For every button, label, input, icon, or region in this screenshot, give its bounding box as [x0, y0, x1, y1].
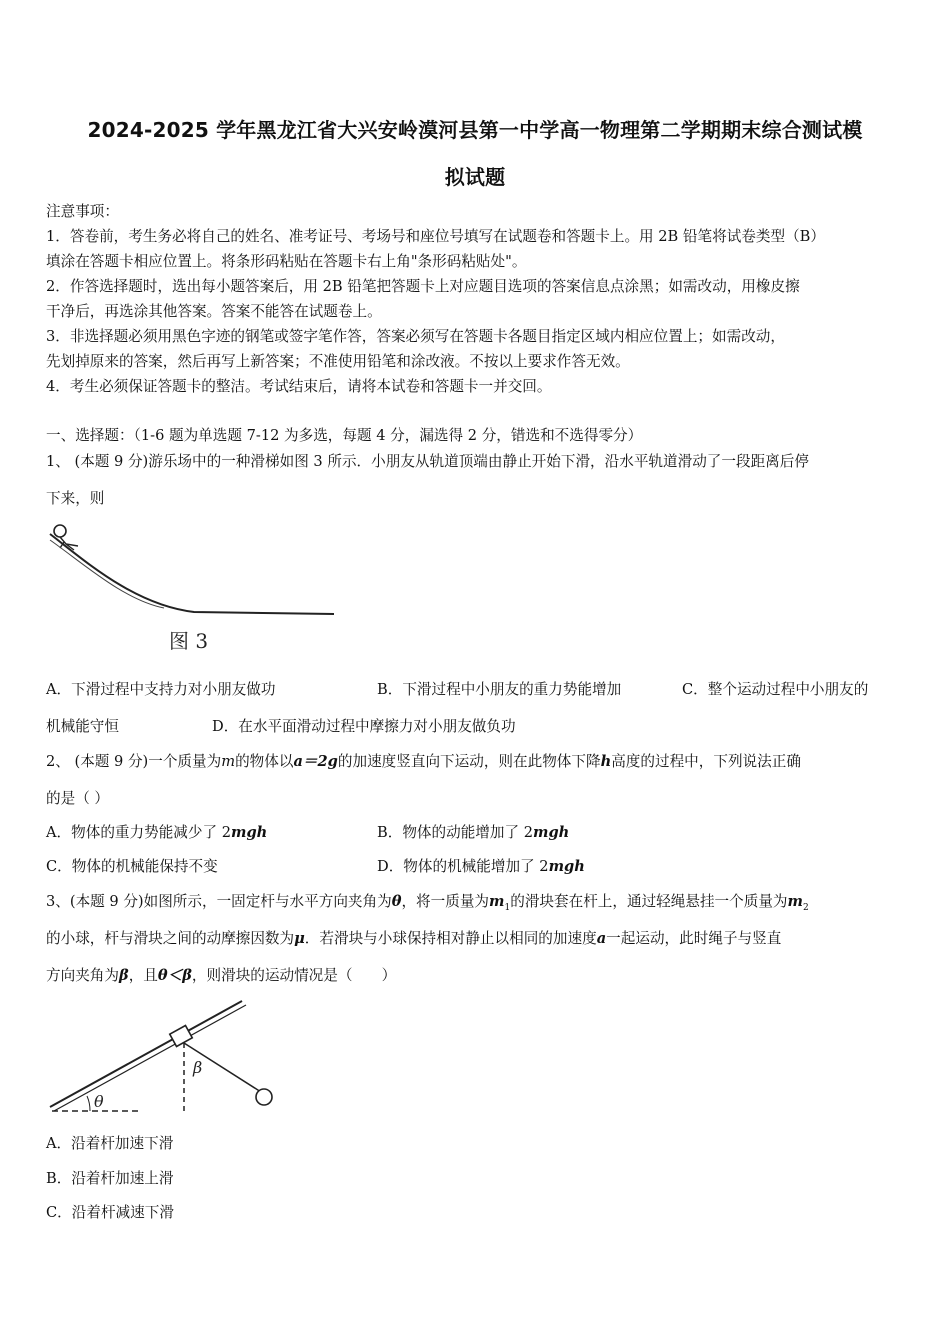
- q1-stem-line-1: 1、 (本题 9 分)游乐场中的一种滑梯如图 3 所示．小朋友从轨道顶端由静止开始下滑，沿水平轨道滑动了一段距离后停: [46, 453, 809, 470]
- q1-option-b[interactable]: B．下滑过程中小朋友的重力势能增加: [377, 681, 622, 698]
- notice-heading: 注意事项：: [46, 203, 119, 220]
- slider-block: [170, 1026, 193, 1047]
- exam-title-line-1: 2024-2025 学年黑龙江省大兴安岭漠河县第一中学高一物理第二学期期末综合测试模: [87, 118, 863, 142]
- q1-option-d[interactable]: D．在水平面滑动过程中摩擦力对小朋友做负功: [212, 718, 516, 735]
- q2-stem-line-2: 的是（ ）: [46, 790, 110, 807]
- q1-slide-figure: [44, 520, 344, 660]
- var-m: m: [221, 753, 236, 770]
- notice-line: 4．考生必须保证答题卡的整洁。考试结束后，请将本试卷和答题卡一并交回。: [46, 378, 552, 395]
- notice-line: 3．非选择题必须用黑色字迹的钢笔或签字笔作答，答案必须写在答题卡各题目指定区域内相应位置上；如需改动，: [46, 328, 785, 345]
- q3-option-a[interactable]: A．沿着杆加速下滑: [46, 1135, 174, 1152]
- q3-stem-line-1: 3、(本题 9 分)如图所示，一固定杆与水平方向夹角为θ，将一质量为$m_1$的滑块套在杆上，通过轻绳悬挂一个质量为$m_2$: [46, 893, 809, 913]
- q2-option-b[interactable]: B．物体的动能增加了 2mgh: [377, 824, 570, 841]
- q3-option-c[interactable]: C．沿着杆减速下滑: [46, 1204, 174, 1221]
- slide-track: [50, 534, 334, 614]
- q2-stem-line-1: 2、 (本题 9 分)一个质量为m的物体以a＝2g的加速度竖直向下运动，则在此物体下降h高度的过程中，下列说法正确: [46, 753, 801, 770]
- section-heading: 一、选择题：（1-6 题为单选题 7-12 为多选，每题 4 分，漏选得 2 分，错选和不选得零分）: [46, 427, 643, 444]
- var-h: h: [600, 753, 612, 770]
- q1-option-c[interactable]: C．整个运动过程中小朋友的: [682, 681, 869, 698]
- q3-rod-figure: [44, 995, 294, 1120]
- notice-line: 1．答卷前，考生务必将自己的姓名、准考证号、考场号和座位号填写在试题卷和答题卡上。用 2B 铅笔将试卷类型（B）: [46, 228, 825, 245]
- rod-upper: [50, 1001, 242, 1107]
- figure-label: 图 3: [169, 629, 209, 653]
- q3-stem-line-2: 的小球，杆与滑块之间的动摩擦因数为μ．若滑块与小球保持相对静止以相同的加速度a一起运动，此时绳子与竖直: [46, 930, 782, 947]
- q2-option-a[interactable]: A．物体的重力势能减少了 2mgh: [46, 824, 268, 841]
- q2-option-c[interactable]: C．物体的机械能保持不变: [46, 858, 218, 875]
- q3-option-b[interactable]: B．沿着杆加速上滑: [46, 1170, 174, 1187]
- beta-label: β: [193, 1058, 203, 1077]
- q1-option-a[interactable]: A．下滑过程中支持力对小朋友做功: [46, 681, 276, 698]
- q3-stem-line-3: 方向夹角为β，且θ＜β，则滑块的运动情况是（ ）: [46, 967, 397, 984]
- ball: [256, 1089, 272, 1105]
- child-head: [54, 525, 66, 537]
- notice-line: 2．作答选择题时，选出每小题答案后，用 2B 铅笔把答题卡上对应题目选项的答案信息点涂黑；如需改动，用橡皮擦: [46, 278, 800, 295]
- theta-label: θ: [94, 1092, 104, 1111]
- q1-option-c-continued: 机械能守恒: [46, 718, 119, 735]
- var-a: a＝2g: [293, 753, 338, 770]
- rod-lower: [54, 1005, 246, 1111]
- notice-line: 填涂在答题卡相应位置上。将条形码粘贴在答题卡右上角"条形码粘贴处"。: [46, 253, 527, 270]
- notice-line: 干净后，再选涂其他答案。答案不能答在试题卷上。: [46, 303, 382, 320]
- exam-title-line-2: 拟试题: [444, 165, 506, 189]
- notice-line: 先划掉原来的答案，然后再写上新答案；不准使用铅笔和涂改液。不按以上要求作答无效。: [46, 353, 630, 370]
- q2-option-d[interactable]: D．物体的机械能增加了 2mgh: [377, 858, 585, 875]
- theta-arc: [87, 1096, 90, 1111]
- q1-stem-line-2: 下来，则: [46, 490, 105, 507]
